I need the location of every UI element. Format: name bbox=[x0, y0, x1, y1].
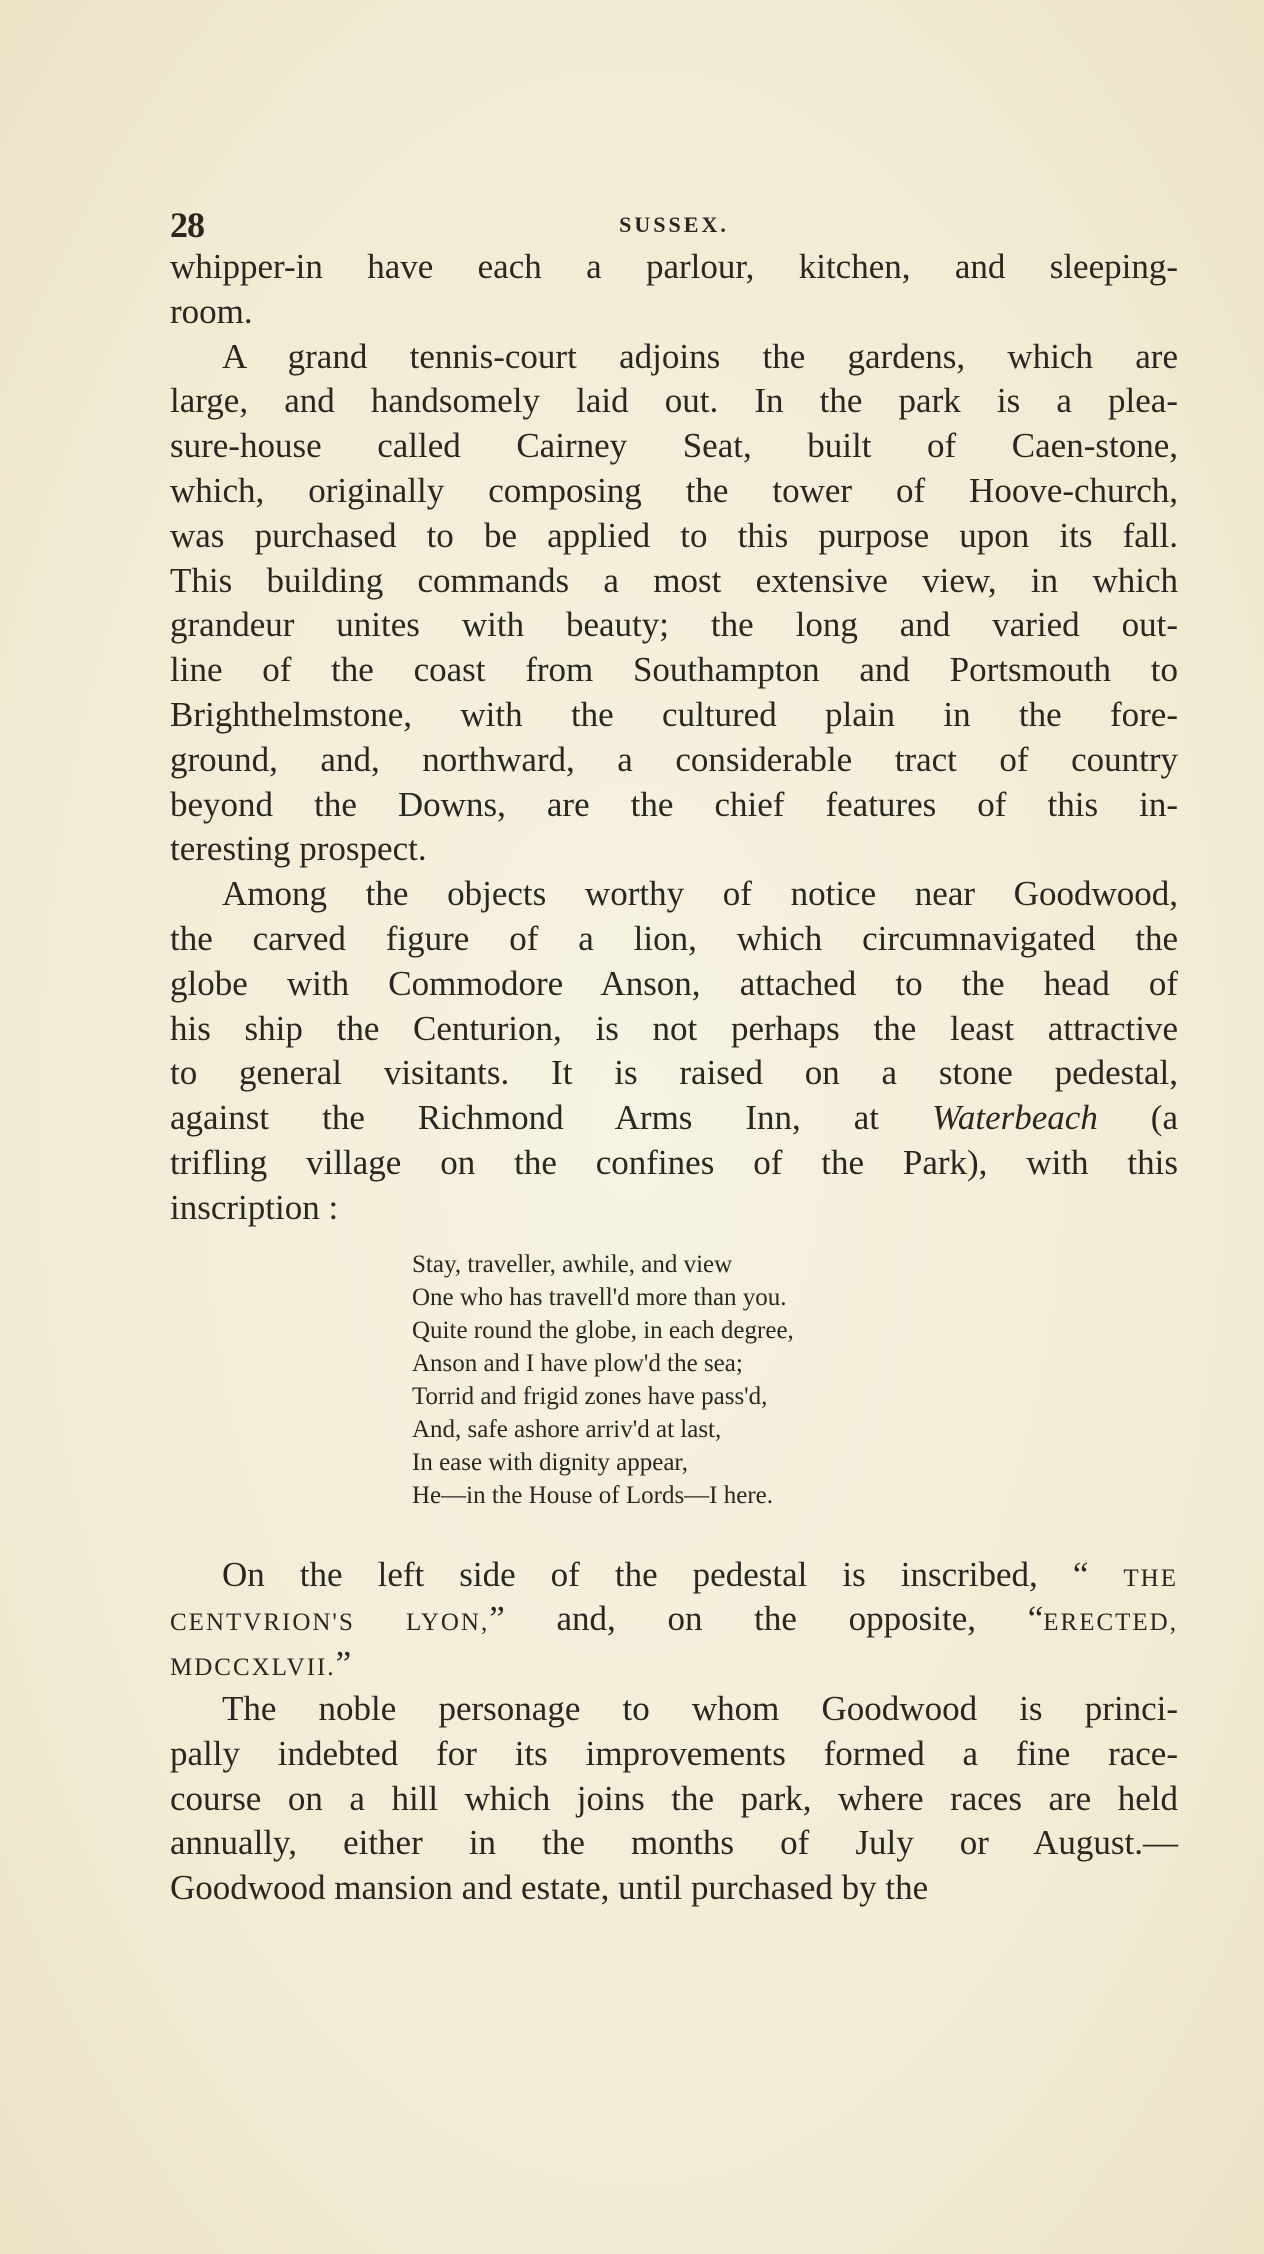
text-segment: ” bbox=[335, 1644, 352, 1684]
text-line bbox=[170, 1821, 1178, 1866]
text-segment: which, originally composing the tower of Hoove-church, bbox=[170, 470, 1178, 510]
text-line bbox=[170, 1553, 1178, 1598]
small-caps-text: THE bbox=[1123, 1564, 1178, 1592]
poem-line: And, safe ashore arriv'd at last, bbox=[412, 1415, 722, 1443]
text-segment: The noble personage to whom Goodwood is princi- bbox=[222, 1688, 1178, 1728]
text-segment: sure-house called Cairney Seat, built of Caen-stone, bbox=[170, 426, 1178, 466]
poem-line: In ease with dignity appear, bbox=[412, 1448, 688, 1476]
text-segment: teresting prospect. bbox=[170, 829, 427, 869]
text-line bbox=[170, 783, 1178, 828]
text-line bbox=[170, 693, 1178, 738]
small-caps-text: ERECTED, bbox=[1043, 1609, 1178, 1637]
text-line bbox=[170, 827, 1178, 872]
text-segment: Brighthelmstone, with the cultured plain in the fore- bbox=[170, 694, 1178, 734]
text-line bbox=[170, 1732, 1178, 1777]
poem-line: Anson and I have plow'd the sea; bbox=[412, 1349, 743, 1377]
text-segment: ” and, on the opposite, “ bbox=[489, 1599, 1044, 1639]
poem-line: Quite round the globe, in each degree, bbox=[412, 1316, 794, 1344]
text-segment: Among the objects worthy of notice near Goodwood, bbox=[222, 874, 1178, 914]
poem-line: Torrid and frigid zones have pass'd, bbox=[412, 1382, 768, 1410]
text-line bbox=[170, 1096, 1178, 1141]
text-line bbox=[170, 290, 1178, 335]
text-segment: was purchased to be applied to this purpose upon its fall. bbox=[170, 515, 1178, 555]
text-segment: grandeur unites with beauty; the long and varied out- bbox=[170, 605, 1178, 645]
poem-line: One who has travell'd more than you. bbox=[412, 1283, 787, 1311]
text-line bbox=[170, 559, 1178, 604]
text-segment: the carved figure of a lion, which circumnavigated the bbox=[170, 918, 1178, 958]
running-head bbox=[170, 204, 1178, 244]
text-line bbox=[170, 917, 1178, 962]
text-line bbox=[170, 962, 1178, 1007]
text-line bbox=[170, 424, 1178, 469]
text-segment: trifling village on the confines of the Park), with this bbox=[170, 1142, 1178, 1182]
italic-text: Waterbeach bbox=[931, 1098, 1098, 1138]
text-line bbox=[170, 514, 1178, 559]
text-segment: A grand tennis-court adjoins the gardens, which are bbox=[222, 336, 1178, 376]
inscription-poem bbox=[412, 1248, 1178, 1512]
text-line bbox=[170, 1051, 1178, 1096]
text-line bbox=[170, 603, 1178, 648]
text-segment: course on a hill which joins the park, where races are held bbox=[170, 1778, 1178, 1818]
text-line bbox=[170, 1597, 1178, 1642]
text-line bbox=[170, 738, 1178, 783]
text-segment: pally indebted for its improvements formed a fine race- bbox=[170, 1733, 1178, 1773]
text-line bbox=[170, 1007, 1178, 1052]
paragraphs-before-inscription bbox=[170, 245, 1178, 1231]
body-text bbox=[170, 245, 1178, 1911]
text-segment: whipper-in have each a parlour, kitchen, and sleeping- bbox=[170, 247, 1178, 286]
poem-line: Stay, traveller, awhile, and view bbox=[412, 1250, 733, 1278]
text-segment: annually, either in the months of July or August.— bbox=[170, 1823, 1178, 1863]
text-segment: line of the coast from Southampton and Portsmouth to bbox=[170, 650, 1178, 690]
text-line bbox=[170, 1866, 1178, 1911]
paragraph bbox=[170, 1687, 1178, 1911]
paragraph bbox=[170, 872, 1178, 1230]
paragraphs-after-inscription bbox=[170, 1553, 1178, 1911]
paragraph bbox=[170, 1553, 1178, 1687]
text-line bbox=[170, 648, 1178, 693]
text-segment: inscription : bbox=[170, 1187, 339, 1227]
text-segment: his ship the Centurion, is not perhaps the least attractive bbox=[170, 1008, 1178, 1048]
text-segment: room. bbox=[170, 291, 253, 331]
text-segment: beyond the Downs, are the chief features of this in- bbox=[170, 784, 1178, 824]
text-line bbox=[170, 469, 1178, 514]
text-segment: large, and handsomely laid out. In the park is a plea- bbox=[170, 381, 1178, 421]
text-segment: Goodwood mansion and estate, until purchased by the bbox=[170, 1868, 929, 1908]
text-line bbox=[170, 335, 1178, 380]
small-caps-text: MDCCXLVII. bbox=[170, 1654, 336, 1682]
text-line bbox=[170, 1186, 1178, 1231]
text-line bbox=[170, 1777, 1178, 1822]
text-segment: ground, and, northward, a considerable tract of country bbox=[170, 739, 1178, 779]
text-line bbox=[170, 872, 1178, 917]
paragraph bbox=[170, 335, 1178, 873]
text-segment: to general visitants. It is raised on a stone pedestal, bbox=[170, 1053, 1178, 1093]
text-segment: On the left side of the pedestal is inscribed, “ bbox=[222, 1554, 1124, 1594]
text-line bbox=[170, 1687, 1178, 1732]
text-line bbox=[170, 379, 1178, 424]
poem-line: He—in the House of Lords—I here. bbox=[412, 1481, 774, 1509]
text-segment: globe with Commodore Anson, attached to the head of bbox=[170, 963, 1178, 1003]
page-number: 28 bbox=[170, 205, 204, 245]
text-segment: This building commands a most extensive view, in which bbox=[170, 560, 1178, 600]
paragraph bbox=[170, 245, 1178, 335]
text-line bbox=[170, 245, 1178, 290]
small-caps-text: CENTVRION'S LYON, bbox=[170, 1609, 490, 1637]
text-line bbox=[170, 1141, 1178, 1186]
text-segment: (a bbox=[1097, 1098, 1179, 1138]
text-line bbox=[170, 1642, 1178, 1687]
text-segment: against the Richmond Arms Inn, at bbox=[170, 1098, 932, 1138]
running-title: SUSSEX. bbox=[619, 212, 729, 237]
